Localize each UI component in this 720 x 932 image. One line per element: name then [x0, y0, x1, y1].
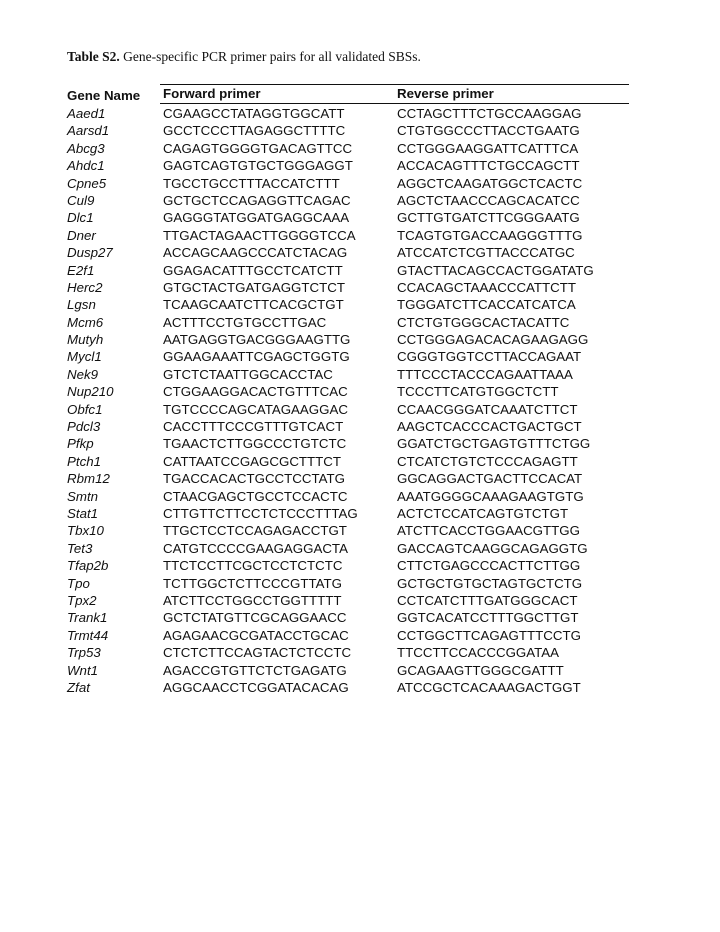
reverse-primer-cell: ACCACAGTTTCTGCCAGCTT	[397, 158, 580, 174]
reverse-primer-cell: CCACAGCTAAACCCATTCTT	[397, 279, 577, 295]
reverse-primer-cell: ATCCGCTCACAAAGACTGGT	[397, 679, 581, 695]
reverse-primer-cell: ACTCTCCATCAGTGTCTGT	[397, 505, 569, 521]
forward-primer-cell: TGACCACACTGCCTCCTATG	[163, 471, 345, 487]
table-row	[67, 592, 629, 609]
forward-primer-cell: TTCTCCTTCGCTCCTCTCTC	[163, 558, 343, 574]
reverse-primer-cell: CTGTGGCCCTTACCTGAATG	[397, 123, 580, 139]
forward-primer-cell: AGACCGTGTTCTCTGAGATG	[163, 662, 347, 678]
forward-primer-cell: TGCCTGCCTTTACCATCTTT	[163, 175, 340, 191]
forward-primer-cell: TGTCCCCAGCATAGAAGGAC	[163, 401, 348, 417]
gene-name-cell: Tpx2	[67, 592, 97, 608]
table-row	[67, 662, 629, 679]
reverse-primer-cell: GACCAGTCAAGGCAGAGGTG	[397, 540, 588, 556]
table-body	[67, 105, 629, 696]
reverse-primer-cell: CCTGGGAAGGATTCATTTCA	[397, 140, 579, 156]
gene-name-cell: Smtn	[67, 488, 99, 504]
forward-primer-cell: TTGCTCCTCCAGAGACCTGT	[163, 523, 347, 539]
table-row	[67, 383, 629, 400]
gene-name-cell: Zfat	[67, 679, 90, 695]
gene-name-cell: Herc2	[67, 279, 103, 295]
gene-name-cell: Dusp27	[67, 245, 113, 261]
gene-name-cell: Nup210	[67, 384, 114, 400]
reverse-primer-cell: ATCTTCACCTGGAACGTTGG	[397, 523, 580, 539]
reverse-primer-cell: TCCCTTCATGTGGCTCTT	[397, 384, 559, 400]
gene-name-cell: Cpne5	[67, 175, 107, 191]
gene-name-cell: Tet3	[67, 540, 93, 556]
table-row	[67, 575, 629, 592]
gene-name-cell: Pdcl3	[67, 419, 101, 435]
forward-primer-cell: AGAGAACGCGATACCTGCAC	[163, 627, 349, 643]
gene-name-cell: Dner	[67, 227, 96, 243]
header-gene-name: Gene Name	[67, 88, 141, 103]
reverse-primer-cell: GCAGAAGTTGGGCGATTT	[397, 662, 564, 678]
table-row	[67, 488, 629, 505]
caption-text: Gene-specific PCR primer pairs for all validated SBSs.	[119, 49, 421, 64]
table-row	[67, 366, 629, 383]
forward-primer-cell: CTCTCTTCCAGTACTCTCCTC	[163, 645, 352, 661]
table-caption	[67, 49, 421, 65]
table-row	[67, 331, 629, 348]
forward-primer-cell: GGAAGAAATTCGAGCTGGTG	[163, 349, 350, 365]
table-row	[67, 262, 629, 279]
table-row	[67, 209, 629, 226]
table-row	[67, 470, 629, 487]
forward-primer-cell: CAGAGTGGGGTGACAGTTCC	[163, 140, 353, 156]
reverse-primer-cell: AGGCTCAAGATGGCTCACTC	[397, 175, 583, 191]
reverse-primer-cell: TGGGATCTTCACCATCATCA	[397, 297, 576, 313]
header-forward-primer: Forward primer	[163, 86, 261, 101]
table-row	[67, 314, 629, 331]
reverse-primer-cell: CTCTGTGGGCACTACATTC	[397, 314, 570, 330]
gene-name-cell: Nek9	[67, 366, 99, 382]
gene-name-cell: Pfkp	[67, 436, 94, 452]
gene-name-cell: Wnt1	[67, 662, 99, 678]
reverse-primer-cell: GGATCTGCTGAGTGTTTCTGG	[397, 436, 591, 452]
forward-primer-cell: CTAACGAGCTGCCTCCACTC	[163, 488, 348, 504]
forward-primer-cell: TGAACTCTTGGCCCTGTCTC	[163, 436, 347, 452]
table-top-rule	[160, 84, 629, 85]
reverse-primer-cell: GGCAGGACTGACTTCCACAT	[397, 471, 583, 487]
table-row	[67, 679, 629, 696]
reverse-primer-cell: TTCCTTCCACCCGGATAA	[397, 645, 560, 661]
reverse-primer-cell: CCTAGCTTTCTGCCAAGGAG	[397, 106, 582, 121]
table-row	[67, 296, 629, 313]
reverse-primer-cell: TCAGTGTGACCAAGGGTTTG	[397, 227, 583, 243]
table-row	[67, 418, 629, 435]
forward-primer-cell: GGAGACATTTGCCTCATCTT	[163, 262, 343, 278]
reverse-primer-cell: AGCTCTAACCCAGCACATCC	[397, 192, 580, 208]
table-row	[67, 175, 629, 192]
gene-name-cell: Cul9	[67, 192, 95, 208]
gene-name-cell: Ahdc1	[67, 158, 105, 174]
table-row	[67, 522, 629, 539]
gene-name-cell: Rbm12	[67, 471, 110, 487]
table-row	[67, 644, 629, 661]
forward-primer-cell: GCTCTATGTTCGCAGGAACC	[163, 610, 347, 626]
reverse-primer-cell: CCTGGCTTCAGAGTTTCCTG	[397, 627, 581, 643]
table-row	[67, 557, 629, 574]
forward-primer-cell: TTGACTAGAACTTGGGGTCCA	[163, 227, 356, 243]
table-row	[67, 540, 629, 557]
forward-primer-cell: AGGCAACCTCGGATACACAG	[163, 679, 349, 695]
reverse-primer-cell: CCTGGGAGACACAGAAGAGG	[397, 332, 589, 348]
reverse-primer-cell: CGGGTGGTCCTTACCAGAAT	[397, 349, 582, 365]
gene-name-cell: E2f1	[67, 262, 95, 278]
gene-name-cell: Aarsd1	[67, 123, 110, 139]
forward-primer-cell: GTCTCTAATTGGCACCTAC	[163, 366, 333, 382]
reverse-primer-cell: ATCCATCTCGTTACCCATGC	[397, 245, 575, 261]
gene-name-cell: Dlc1	[67, 210, 94, 226]
reverse-primer-cell: AAGCTCACCCACTGACTGCT	[397, 419, 582, 435]
forward-primer-cell: GAGGGTATGGATGAGGCAAA	[163, 210, 350, 226]
table-header-rule	[160, 103, 629, 104]
gene-name-cell: Trmt44	[67, 627, 109, 643]
forward-primer-cell: GCTGCTCCAGAGGTTCAGAC	[163, 192, 351, 208]
forward-primer-cell: ACCAGCAAGCCCATCTACAG	[163, 245, 348, 261]
reverse-primer-cell: CCTCATCTTTGATGGGCACT	[397, 592, 578, 608]
reverse-primer-cell: GCTGCTGTGCTAGTGCTCTG	[397, 575, 583, 591]
gene-name-cell: Mcm6	[67, 314, 104, 330]
table-row	[67, 505, 629, 522]
gene-name-cell: Mutyh	[67, 332, 104, 348]
gene-name-cell: Abcg3	[67, 140, 105, 156]
reverse-primer-cell: CCAACGGGATCAAATCTTCT	[397, 401, 578, 417]
reverse-primer-cell: TTTCCCTACCCAGAATTAAA	[397, 366, 573, 382]
reverse-primer-cell: GGTCACATCCTTTGGCTTGT	[397, 610, 579, 626]
reverse-primer-cell: CTTCTGAGCCCACTTCTTGG	[397, 558, 581, 574]
forward-primer-cell: CGAAGCCTATAGGTGGCATT	[163, 106, 345, 121]
forward-primer-cell: CATGTCCCCGAAGAGGACTA	[163, 540, 348, 556]
forward-primer-cell: TCTTGGCTCTTCCCGTTATG	[163, 575, 342, 591]
table-row	[67, 244, 629, 261]
forward-primer-cell: ACTTTCCTGTGCCTTGAC	[163, 314, 327, 330]
gene-name-cell: Tpo	[67, 575, 90, 591]
reverse-primer-cell: GTACTTACAGCCACTGGATATG	[397, 262, 594, 278]
gene-name-cell: Ptch1	[67, 453, 102, 469]
table-row	[67, 140, 629, 157]
table-row	[67, 435, 629, 452]
gene-name-cell: Stat1	[67, 505, 99, 521]
table-row	[67, 122, 629, 139]
table-row	[67, 401, 629, 418]
gene-name-cell: Mycl1	[67, 349, 102, 365]
forward-primer-cell: GTGCTACTGATGAGGTCTCT	[163, 279, 345, 295]
forward-primer-cell: CACCTTTCCCGTTTGTCACT	[163, 419, 344, 435]
table-row	[67, 192, 629, 209]
gene-name-cell: Trank1	[67, 610, 108, 626]
table-row	[67, 157, 629, 174]
forward-primer-cell: TCAAGCAATCTTCACGCTGT	[163, 297, 344, 313]
table-row	[67, 609, 629, 626]
table-row	[67, 227, 629, 244]
table-row	[67, 453, 629, 470]
forward-primer-cell: GCCTCCCTTAGAGGCTTTTC	[163, 123, 346, 139]
gene-name-cell: Lgsn	[67, 297, 96, 313]
forward-primer-cell: CTTGTTCTTCCTCTCCCTTTAG	[163, 505, 358, 521]
gene-name-cell: Tbx10	[67, 523, 104, 539]
forward-primer-cell: CATTAATCCGAGCGCTTTCT	[163, 453, 342, 469]
table-row	[67, 627, 629, 644]
forward-primer-cell: GAGTCAGTGTGCTGGGAGGT	[163, 158, 353, 174]
gene-name-cell: Trp53	[67, 645, 101, 661]
gene-name-cell: Tfap2b	[67, 558, 109, 574]
reverse-primer-cell: AAATGGGGCAAAGAAGTGTG	[397, 488, 584, 504]
table-row	[67, 279, 629, 296]
forward-primer-cell: ATCTTCCTGGCCTGGTTTTT	[163, 592, 342, 608]
gene-name-cell: Obfc1	[67, 401, 103, 417]
caption-label: Table S2.	[67, 49, 120, 64]
forward-primer-cell: CTGGAAGGACACTGTTTCAC	[163, 384, 348, 400]
gene-name-cell: Aaed1	[67, 106, 106, 121]
forward-primer-cell: AATGAGGTGACGGGAAGTTG	[163, 332, 351, 348]
header-reverse-primer: Reverse primer	[397, 86, 494, 101]
table-row	[67, 348, 629, 365]
reverse-primer-cell: CTCATCTGTCTCCCAGAGTT	[397, 453, 578, 469]
reverse-primer-cell: GCTTGTGATCTTCGGGAATG	[397, 210, 580, 226]
table-row	[67, 105, 629, 122]
